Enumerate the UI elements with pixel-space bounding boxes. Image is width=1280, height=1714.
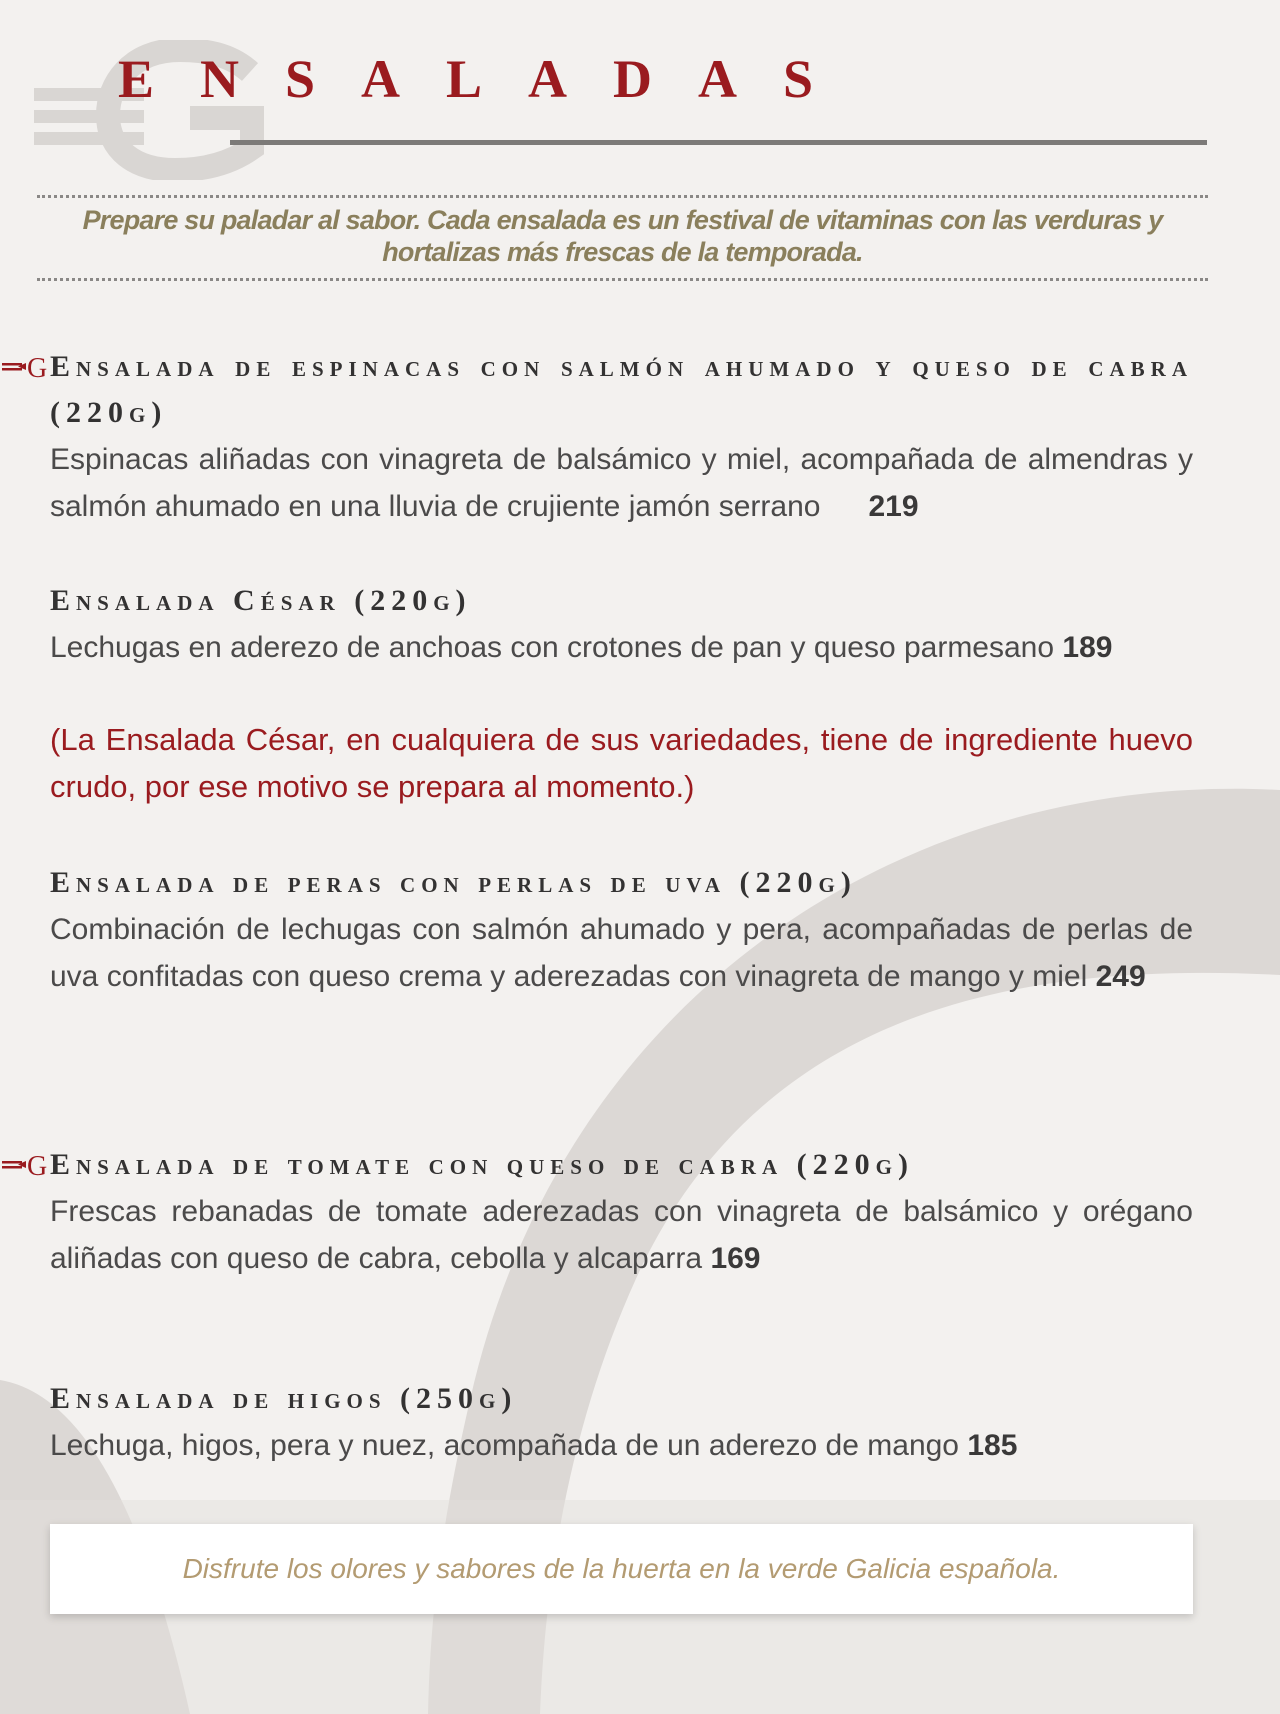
svg-text:G: G [27, 353, 48, 382]
fork-g-bullet-icon [0, 352, 50, 382]
dish-name: Ensalada de espinacas con salmón ahumado y queso de cabra (220g) [50, 350, 1193, 429]
intro-bottom-divider [37, 278, 1208, 281]
dish-price: 169 [710, 1242, 761, 1275]
dish-description-text: Lechuga, higos, pera y nuez, acompañada de un aderezo de mango [50, 1429, 959, 1462]
dish-name: Ensalada de peras con perlas de uva (220g) [50, 866, 857, 899]
dish-price: 249 [1095, 960, 1146, 993]
dish-description [50, 436, 1193, 530]
dish-description [50, 906, 1193, 1000]
dish-description-text: Espinacas aliñadas con vinagreta de balsámico y miel, acompañada de almendras y salmón ahumado en una lluvia de crujiente jamón serrano [50, 443, 1193, 523]
svg-text:G: G [27, 1151, 48, 1180]
intro-top-divider [37, 195, 1208, 198]
page-title: ENSALADAS [118, 49, 860, 109]
fork-g-bullet-icon [0, 1150, 50, 1180]
dish-item [50, 344, 1193, 530]
title-divider [230, 140, 1207, 145]
footer-text: Disfrute los olores y sabores de la huerta en la verde Galicia española. [182, 1553, 1061, 1584]
dish-item [50, 860, 1193, 1000]
dish-description [50, 1422, 1193, 1469]
dish-price: 189 [1062, 631, 1113, 664]
dish-description [50, 624, 1193, 671]
dish-description-text: Lechugas en aderezo de anchoas con crotones de pan y queso parmesano [50, 631, 1055, 664]
dish-item [50, 1142, 1193, 1282]
dish-description [50, 1188, 1193, 1282]
allergen-note: (La Ensalada César, en cualquiera de sus variedades, tiene de ingrediente huevo crudo, por ese motivo se prepara al momento.) [50, 722, 1193, 804]
dish-name: Ensalada de higos (250g) [50, 1382, 518, 1415]
dish-description-text: Combinación de lechugas con salmón ahumado y pera, acompañadas de perlas de uva confitadas con queso crema y aderezadas con vinagreta de mango y miel [50, 913, 1193, 993]
intro-text: Prepare su paladar al sabor. Cada ensalada es un festival de vitaminas con las verduras y hortalizas más frescas de la temporada. [82, 205, 1163, 267]
dish-item [50, 1376, 1193, 1469]
dish-name: Ensalada César (220g) [50, 584, 472, 617]
dish-name: Ensalada de tomate con queso de cabra (220g) [50, 1148, 914, 1181]
dish-price: 219 [868, 490, 919, 523]
dish-description-text: Frescas rebanadas de tomate aderezadas con vinagreta de balsámico y orégano aliñadas con queso de cabra, cebolla y alcaparra [50, 1195, 1193, 1275]
dish-price: 185 [967, 1429, 1018, 1462]
footer-banner [50, 1524, 1193, 1614]
dish-item [50, 578, 1193, 671]
